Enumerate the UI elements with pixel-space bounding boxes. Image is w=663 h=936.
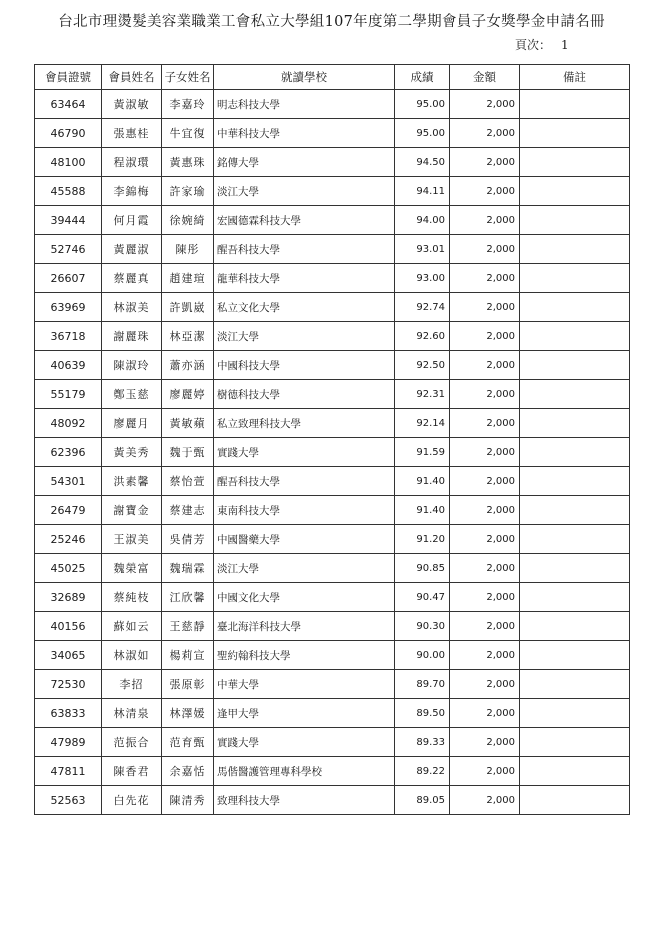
member-id-cell: 48092 xyxy=(35,409,102,438)
table-row xyxy=(35,467,630,496)
member-name-cell: 何月霞 xyxy=(102,206,162,235)
amount-cell: 2,000 xyxy=(450,612,520,641)
score-cell: 89.50 xyxy=(395,699,450,728)
member-id-cell: 46790 xyxy=(35,119,102,148)
score-cell: 95.00 xyxy=(395,90,450,119)
amount-cell: 2,000 xyxy=(450,177,520,206)
table-row xyxy=(35,322,630,351)
school-cell: 中國文化大學 xyxy=(214,583,395,612)
amount-cell: 2,000 xyxy=(450,699,520,728)
score-cell: 94.00 xyxy=(395,206,450,235)
member-id-cell: 52563 xyxy=(35,786,102,815)
table-row xyxy=(35,525,630,554)
member-name-cell: 廖麗月 xyxy=(102,409,162,438)
header-remarks: 備註 xyxy=(520,65,630,90)
table-row xyxy=(35,380,630,409)
remarks-cell xyxy=(520,612,630,641)
score-cell: 89.05 xyxy=(395,786,450,815)
header-amount: 金額 xyxy=(450,65,520,90)
member-name-cell: 洪素馨 xyxy=(102,467,162,496)
member-id-cell: 63464 xyxy=(35,90,102,119)
school-cell: 中華科技大學 xyxy=(214,119,395,148)
remarks-cell xyxy=(520,641,630,670)
remarks-cell xyxy=(520,119,630,148)
member-name-cell: 王淑美 xyxy=(102,525,162,554)
score-cell: 94.50 xyxy=(395,148,450,177)
table-row xyxy=(35,583,630,612)
table-row xyxy=(35,409,630,438)
score-cell: 90.85 xyxy=(395,554,450,583)
amount-cell: 2,000 xyxy=(450,641,520,670)
child-name-cell: 王慈靜 xyxy=(162,612,214,641)
school-cell: 宏國德霖科技大學 xyxy=(214,206,395,235)
table-row xyxy=(35,786,630,815)
remarks-cell xyxy=(520,699,630,728)
member-name-cell: 李錦梅 xyxy=(102,177,162,206)
member-id-cell: 36718 xyxy=(35,322,102,351)
member-id-cell: 40156 xyxy=(35,612,102,641)
member-name-cell: 陳淑玲 xyxy=(102,351,162,380)
document-title: 台北市理燙髮美容業職業工會私立大學組107年度第二學期會員子女獎學金申請名冊 xyxy=(58,14,605,30)
score-cell: 91.59 xyxy=(395,438,450,467)
member-name-cell: 張惠桂 xyxy=(102,119,162,148)
remarks-cell xyxy=(520,206,630,235)
score-cell: 90.00 xyxy=(395,641,450,670)
table-row xyxy=(35,293,630,322)
amount-cell: 2,000 xyxy=(450,525,520,554)
table-row xyxy=(35,641,630,670)
score-cell: 89.70 xyxy=(395,670,450,699)
score-cell: 90.47 xyxy=(395,583,450,612)
child-name-cell: 許家瑜 xyxy=(162,177,214,206)
member-name-cell: 蔡麗真 xyxy=(102,264,162,293)
score-cell: 92.14 xyxy=(395,409,450,438)
child-name-cell: 黃惠珠 xyxy=(162,148,214,177)
child-name-cell: 余嘉恬 xyxy=(162,757,214,786)
amount-cell: 2,000 xyxy=(450,757,520,786)
table-row xyxy=(35,235,630,264)
amount-cell: 2,000 xyxy=(450,148,520,177)
member-id-cell: 63969 xyxy=(35,293,102,322)
remarks-cell xyxy=(520,670,630,699)
score-cell: 92.74 xyxy=(395,293,450,322)
remarks-cell xyxy=(520,409,630,438)
remarks-cell xyxy=(520,90,630,119)
score-cell: 92.31 xyxy=(395,380,450,409)
child-name-cell: 趙建瑄 xyxy=(162,264,214,293)
child-name-cell: 蔡建志 xyxy=(162,496,214,525)
child-name-cell: 許凱崴 xyxy=(162,293,214,322)
member-id-cell: 39444 xyxy=(35,206,102,235)
remarks-cell xyxy=(520,293,630,322)
member-id-cell: 32689 xyxy=(35,583,102,612)
amount-cell: 2,000 xyxy=(450,670,520,699)
score-cell: 93.01 xyxy=(395,235,450,264)
child-name-cell: 黃敏蘋 xyxy=(162,409,214,438)
remarks-cell xyxy=(520,728,630,757)
school-cell: 私立致理科技大學 xyxy=(214,409,395,438)
table-row xyxy=(35,206,630,235)
child-name-cell: 牛宜復 xyxy=(162,119,214,148)
school-cell: 實踐大學 xyxy=(214,728,395,757)
page-indicator xyxy=(515,36,569,53)
table-row xyxy=(35,148,630,177)
remarks-cell xyxy=(520,235,630,264)
member-name-cell: 林清泉 xyxy=(102,699,162,728)
table-row xyxy=(35,699,630,728)
member-id-cell: 26479 xyxy=(35,496,102,525)
score-cell: 89.22 xyxy=(395,757,450,786)
member-name-cell: 范振合 xyxy=(102,728,162,757)
member-name-cell: 蔡純枝 xyxy=(102,583,162,612)
remarks-cell xyxy=(520,264,630,293)
child-name-cell: 楊莉宣 xyxy=(162,641,214,670)
school-cell: 中華大學 xyxy=(214,670,395,699)
member-id-cell: 55179 xyxy=(35,380,102,409)
member-id-cell: 72530 xyxy=(35,670,102,699)
table-row xyxy=(35,90,630,119)
amount-cell: 2,000 xyxy=(450,264,520,293)
score-cell: 95.00 xyxy=(395,119,450,148)
school-cell: 銘傳大學 xyxy=(214,148,395,177)
member-name-cell: 謝寶金 xyxy=(102,496,162,525)
child-name-cell: 李嘉玲 xyxy=(162,90,214,119)
child-name-cell: 陳清秀 xyxy=(162,786,214,815)
school-cell: 中國科技大學 xyxy=(214,351,395,380)
amount-cell: 2,000 xyxy=(450,467,520,496)
child-name-cell: 林澤媛 xyxy=(162,699,214,728)
member-id-cell: 47989 xyxy=(35,728,102,757)
table-row xyxy=(35,119,630,148)
member-name-cell: 林淑美 xyxy=(102,293,162,322)
member-name-cell: 鄭玉慈 xyxy=(102,380,162,409)
remarks-cell xyxy=(520,554,630,583)
amount-cell: 2,000 xyxy=(450,554,520,583)
header-school: 就讀學校 xyxy=(214,65,395,90)
remarks-cell xyxy=(520,148,630,177)
school-cell: 實踐大學 xyxy=(214,438,395,467)
score-cell: 93.00 xyxy=(395,264,450,293)
member-id-cell: 48100 xyxy=(35,148,102,177)
page-number: 1 xyxy=(561,38,569,52)
amount-cell: 2,000 xyxy=(450,235,520,264)
child-name-cell: 蔡怡萱 xyxy=(162,467,214,496)
school-cell: 淡江大學 xyxy=(214,177,395,206)
amount-cell: 2,000 xyxy=(450,496,520,525)
school-cell: 樹德科技大學 xyxy=(214,380,395,409)
child-name-cell: 魏瑞霖 xyxy=(162,554,214,583)
school-cell: 馬偕醫護管理專科學校 xyxy=(214,757,395,786)
child-name-cell: 蕭亦涵 xyxy=(162,351,214,380)
member-name-cell: 白先花 xyxy=(102,786,162,815)
member-id-cell: 25246 xyxy=(35,525,102,554)
member-name-cell: 黃麗淑 xyxy=(102,235,162,264)
table-row xyxy=(35,612,630,641)
school-cell: 臺北海洋科技大學 xyxy=(214,612,395,641)
remarks-cell xyxy=(520,496,630,525)
member-id-cell: 34065 xyxy=(35,641,102,670)
table-row xyxy=(35,757,630,786)
child-name-cell: 張原彰 xyxy=(162,670,214,699)
child-name-cell: 徐婉綺 xyxy=(162,206,214,235)
amount-cell: 2,000 xyxy=(450,786,520,815)
amount-cell: 2,000 xyxy=(450,438,520,467)
school-cell: 致理科技大學 xyxy=(214,786,395,815)
school-cell: 龍華科技大學 xyxy=(214,264,395,293)
member-id-cell: 62396 xyxy=(35,438,102,467)
score-cell: 94.11 xyxy=(395,177,450,206)
remarks-cell xyxy=(520,438,630,467)
member-name-cell: 蘇如云 xyxy=(102,612,162,641)
score-cell: 89.33 xyxy=(395,728,450,757)
table-row xyxy=(35,496,630,525)
school-cell: 東南科技大學 xyxy=(214,496,395,525)
child-name-cell: 吳倩芳 xyxy=(162,525,214,554)
table-row xyxy=(35,670,630,699)
school-cell: 逢甲大學 xyxy=(214,699,395,728)
school-cell: 中國醫藥大學 xyxy=(214,525,395,554)
amount-cell: 2,000 xyxy=(450,119,520,148)
amount-cell: 2,000 xyxy=(450,583,520,612)
member-name-cell: 黃美秀 xyxy=(102,438,162,467)
member-id-cell: 45588 xyxy=(35,177,102,206)
child-name-cell: 江欣馨 xyxy=(162,583,214,612)
amount-cell: 2,000 xyxy=(450,380,520,409)
amount-cell: 2,000 xyxy=(450,293,520,322)
member-name-cell: 林淑如 xyxy=(102,641,162,670)
amount-cell: 2,000 xyxy=(450,728,520,757)
remarks-cell xyxy=(520,786,630,815)
header-score: 成績 xyxy=(395,65,450,90)
remarks-cell xyxy=(520,351,630,380)
score-cell: 91.40 xyxy=(395,467,450,496)
amount-cell: 2,000 xyxy=(450,351,520,380)
member-name-cell: 陳香君 xyxy=(102,757,162,786)
score-cell: 91.20 xyxy=(395,525,450,554)
header-child-name: 子女姓名 xyxy=(162,65,214,90)
school-cell: 明志科技大學 xyxy=(214,90,395,119)
child-name-cell: 林亞潔 xyxy=(162,322,214,351)
score-cell: 91.40 xyxy=(395,496,450,525)
member-id-cell: 54301 xyxy=(35,467,102,496)
member-name-cell: 黃淑敏 xyxy=(102,90,162,119)
school-cell: 聖約翰科技大學 xyxy=(214,641,395,670)
table-row xyxy=(35,554,630,583)
score-cell: 92.50 xyxy=(395,351,450,380)
school-cell: 醒吾科技大學 xyxy=(214,235,395,264)
member-id-cell: 52746 xyxy=(35,235,102,264)
remarks-cell xyxy=(520,380,630,409)
school-cell: 淡江大學 xyxy=(214,554,395,583)
remarks-cell xyxy=(520,322,630,351)
school-cell: 私立文化大學 xyxy=(214,293,395,322)
header-member-name: 會員姓名 xyxy=(102,65,162,90)
school-cell: 淡江大學 xyxy=(214,322,395,351)
remarks-cell xyxy=(520,467,630,496)
amount-cell: 2,000 xyxy=(450,409,520,438)
school-cell: 醒吾科技大學 xyxy=(214,467,395,496)
remarks-cell xyxy=(520,177,630,206)
score-cell: 92.60 xyxy=(395,322,450,351)
scholarship-roster-table xyxy=(34,64,630,815)
table-row xyxy=(35,177,630,206)
member-id-cell: 45025 xyxy=(35,554,102,583)
child-name-cell: 陳彤 xyxy=(162,235,214,264)
member-id-cell: 26607 xyxy=(35,264,102,293)
member-name-cell: 魏榮富 xyxy=(102,554,162,583)
amount-cell: 2,000 xyxy=(450,90,520,119)
child-name-cell: 魏于甄 xyxy=(162,438,214,467)
table-row xyxy=(35,264,630,293)
table-row xyxy=(35,351,630,380)
member-id-cell: 47811 xyxy=(35,757,102,786)
member-name-cell: 李招 xyxy=(102,670,162,699)
remarks-cell xyxy=(520,525,630,554)
member-name-cell: 程淑環 xyxy=(102,148,162,177)
table-row xyxy=(35,438,630,467)
header-member-id: 會員證號 xyxy=(35,65,102,90)
member-id-cell: 40639 xyxy=(35,351,102,380)
child-name-cell: 廖麗婷 xyxy=(162,380,214,409)
page-label: 頁次： xyxy=(515,38,552,52)
child-name-cell: 范育甄 xyxy=(162,728,214,757)
table-header-row xyxy=(35,65,630,90)
amount-cell: 2,000 xyxy=(450,322,520,351)
remarks-cell xyxy=(520,757,630,786)
member-name-cell: 謝麗珠 xyxy=(102,322,162,351)
remarks-cell xyxy=(520,583,630,612)
amount-cell: 2,000 xyxy=(450,206,520,235)
score-cell: 90.30 xyxy=(395,612,450,641)
member-id-cell: 63833 xyxy=(35,699,102,728)
table-row xyxy=(35,728,630,757)
